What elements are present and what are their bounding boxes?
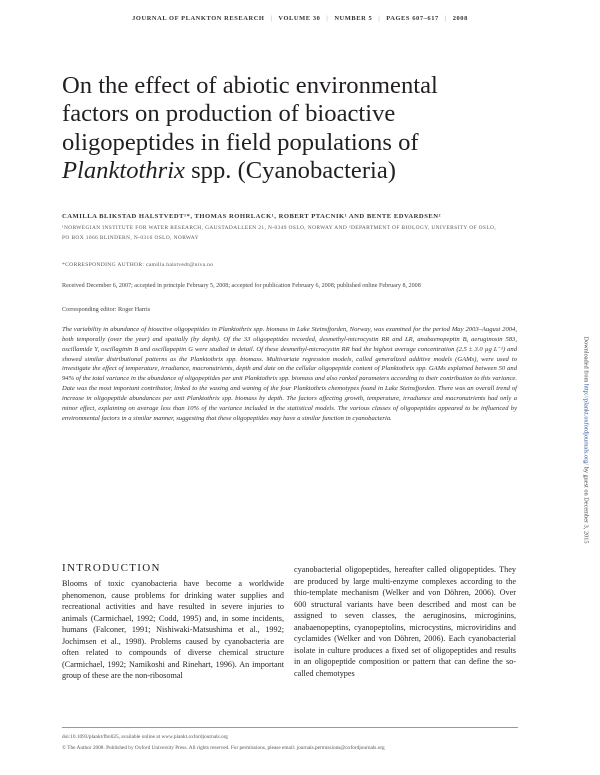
corresponding-author: *CORRESPONDING AUTHOR: camilla.halstvedt@niva.no — [62, 262, 214, 268]
intro-column-right: cyanobacterial oligopeptides, hereafter called oligopeptides. They are produced by large multi-enzyme complexes according to the thio-template mechanism (Welker and von Döhren, 2006). Over 600 structural variants have been described and most can be assigned to seven classes, the aeruginosins, microginins, anabaenopeptins, cyanopeptolins, microcystins, microviridins and cyclamides (Welker and von Döhren, 2006). Each cyanobacterial isolate in culture produces a fixed set of oligopeptides and results in an oligopeptide composition or pattern that can define the so-called chemotypes — [294, 565, 516, 678]
article-title — [62, 72, 562, 186]
footer-divider — [62, 727, 518, 728]
journal-link[interactable]: http://plankt.oxfordjournals.org/ — [582, 384, 590, 466]
intro-column-left: Blooms of toxic cyanobacteria have become a worldwide phenomenon, cause problems for drinking water supplies and recreational activities and have resulted in severe injuries to animals (Carmichael, 1992; Codd, 1995) and, in some incidents, humans (Falconer, 1991; Nishiwaki-Matsushima et al., 1992; Jochimsen et al., 1998). Problems caused by cyanobacteria are often related to compounds of diverse chemical structure (Carmichael, 1992; Namikoshi and Rinehart, 1996). An important group of these are the non-ribosomal — [62, 579, 284, 680]
title-line-2: factors on production of bioactive — [62, 100, 396, 128]
abstract: The variability in abundance of bioactive oligopeptides in Planktothrix spp. biomass in Lake Steinsfjorden, Norway, was examined for the period May 2003–August 2004, both temporally (over the year) and spatially (by depth). Of the 33 oligopeptides recorded, desmethyl-microcystin RR and LR, anabaenopeptin B, aeruginosin 583, oscillamide Y, oscillaginin B and oscillapeptin G were studied in detail. Of these desmethyl-microcystin RR had the highest average concentration (2.5 ± 3.0 µg L⁻¹) and showed similar distributional patterns as the Planktothrix spp. biomass. Multivariate regression models, called generalized additive models (GAMs), were used to investigate the effect of temperature, irradiance, macronutrients, depth and date on the cellular oligopeptide content of Planktothrix spp. GAMs explained between 50 and 94% of the total variance in the abundance of oligopeptides per unit Planktothrix spp. biomass and also ranked parameters according to their contribution to this variance. Date was the most important contributor, linked to the waxing and waning of the four Planktothrix chemotypes found in Lake Steinsfjorden. There was an overall trend of increase in oligopeptide abundances per unit Planktothrix spp. biomass by depth. The factors affecting growth, temperature, irradiance and macronutrients had only a minor effect, explaining on average less than 10% of the variance included in the statistical models. The various classes of oligopeptides appeared to be influenced by environmental factors in a similar manner, suggesting that these oligopeptides may have a similar function in cyanobacteria. — [62, 326, 517, 422]
journal-name: JOURNAL OF PLANKTON RESEARCH — [132, 15, 265, 22]
issue-number: NUMBER 5 — [334, 15, 373, 22]
doi-line: doi:10.1093/plankt/fbn025, available online at www.plankt.oxfordjournals.org — [62, 734, 228, 740]
copyright-line: © The Author 2008. Published by Oxford University Press. All rights reserved. For permissions, please email: journals.permissions@oxfordjournals.org — [62, 745, 385, 751]
corresponding-editor: Corresponding editor: Roger Harris — [62, 306, 151, 313]
author-list: CAMILLA BLIKSTAD HALSTVEDT¹*, THOMAS ROHRLACK¹, ROBERT PTACNIK¹ AND BENTE EDVARDSEN² — [62, 213, 441, 220]
title-line-3: oligopeptides in field populations of — [62, 128, 419, 156]
affiliation-line-2: PO BOX 1066 BLINDERN, N-0316 OSLO, NORWAY — [62, 234, 199, 241]
title-line-4: spp. (Cyanobacteria) — [184, 157, 396, 185]
volume: VOLUME 30 — [278, 15, 321, 22]
year: 2008 — [452, 15, 468, 22]
download-watermark — [583, 336, 590, 543]
publication-dates: Received December 6, 2007; accepted in principle February 5, 2008; accepted for publication February 6, 2008; published online February 8, 2008 — [62, 283, 421, 289]
running-head: JOURNAL OF PLANKTON RESEARCH | VOLUME 30 | NUMBER 5 | PAGES 607–617 | 2008 — [132, 15, 468, 22]
title-line-1: On the effect of abiotic environmental — [62, 72, 438, 99]
affiliations — [62, 224, 532, 243]
page-range: PAGES 607–617 — [386, 15, 439, 22]
title-genus: Planktothrix — [62, 157, 185, 185]
download-suffix: by guest on December 3, 2015 — [582, 465, 590, 544]
affiliation-line-1: ¹NORWEGIAN INSTITUTE FOR WATER RESEARCH, GAUSTADALLEEN 21, N-0349 OSLO, NORWAY AND ²DEPARTMENT OF BIOLOGY, UNIVERSITY OF OSLO, — [62, 225, 497, 231]
section-heading-introduction: INTRODUCTION — [62, 562, 161, 574]
download-prefix: Downloaded from — [582, 336, 590, 384]
